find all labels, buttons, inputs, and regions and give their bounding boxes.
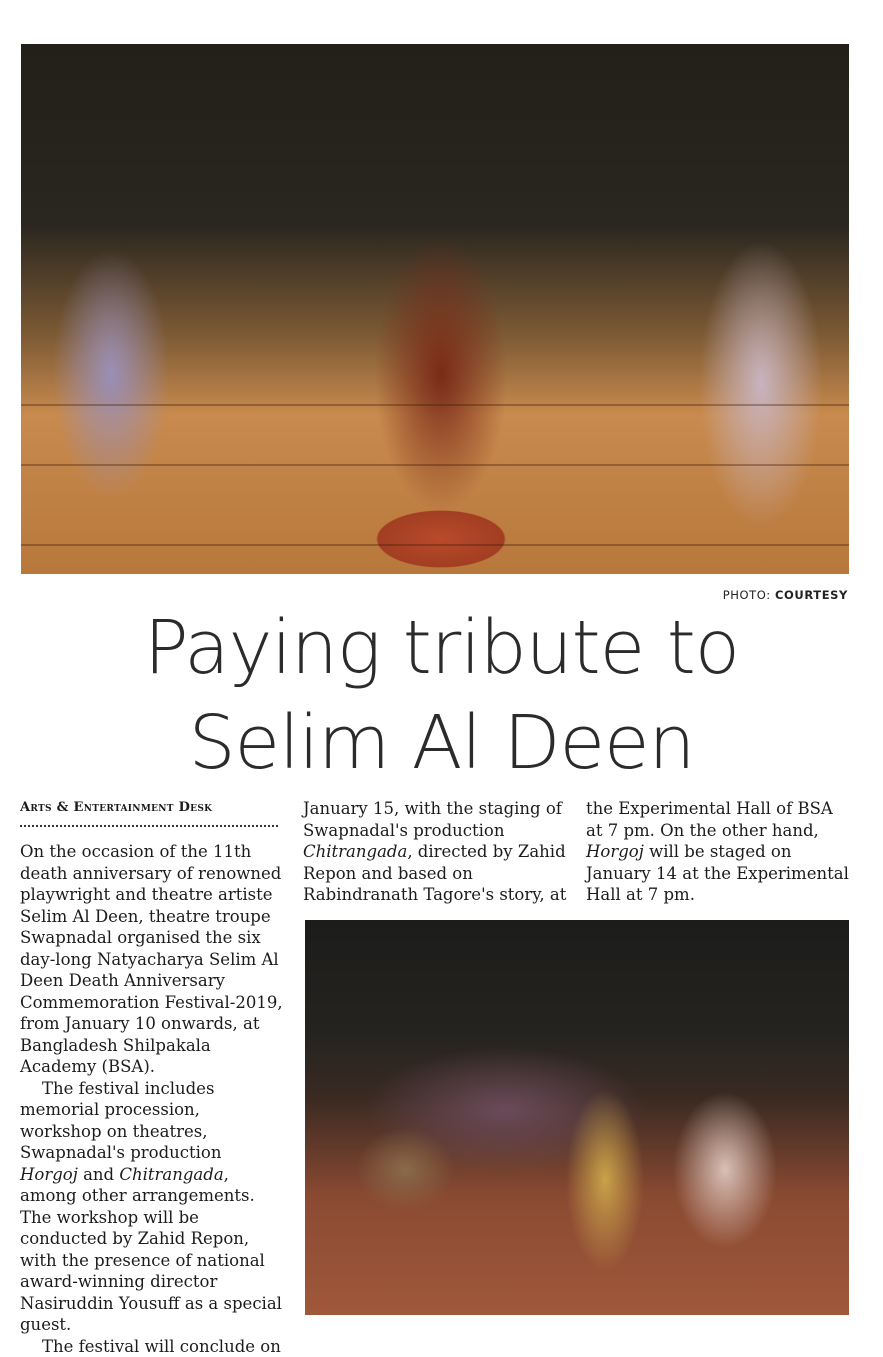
- stage-floor-line: [21, 464, 849, 466]
- byline: Arts & Entertainment Desk: [20, 800, 212, 815]
- headline-line-1: Paying tribute to: [0, 600, 883, 696]
- paragraph: January 15, with the staging of Swapnadal's production Chitrangada, directed by Zahid Repon and based on Rabindranath Tagore's story, at: [303, 798, 568, 906]
- stage-floor-line: [21, 404, 849, 406]
- article-column-2: [303, 798, 568, 906]
- photo-credit-prefix: PHOTO:: [723, 588, 771, 602]
- paragraph: The festival includes memorial procession, workshop on theatres, Swapnadal's production Horgoj and Chitrangada, among other arrangements. The workshop will be conducted by Zahid Repon, with the presence of national award-winning director Nasiruddin Yousuff as a special guest.: [20, 1078, 284, 1336]
- stage-floor-line: [21, 544, 849, 546]
- article-column-3: [586, 798, 851, 906]
- bottom-performance-photo: [305, 920, 849, 1315]
- article-column-1: [20, 841, 284, 1357]
- paragraph: On the occasion of the 11th death anniversary of renowned playwright and theatre artiste Selim Al Deen, theatre troupe Swapnadal organised the six day-long Natyacharya Selim Al Deen Death Anniversary Commemoration Festival-2019, from January 10 onwards, at Bangladesh Shilpakala Academy (BSA).: [20, 841, 284, 1078]
- paragraph: the Experimental Hall of BSA at 7 pm. On the other hand, Horgoj will be staged on January 14 at the Experimental Hall at 7 pm.: [586, 798, 851, 906]
- paragraph: The festival will conclude on: [20, 1336, 284, 1357]
- byline-divider: [20, 825, 278, 827]
- headline-line-2: Selim Al Deen: [0, 695, 883, 791]
- photo-credit-source: COURTESY: [775, 588, 848, 602]
- top-performance-photo: [21, 44, 849, 574]
